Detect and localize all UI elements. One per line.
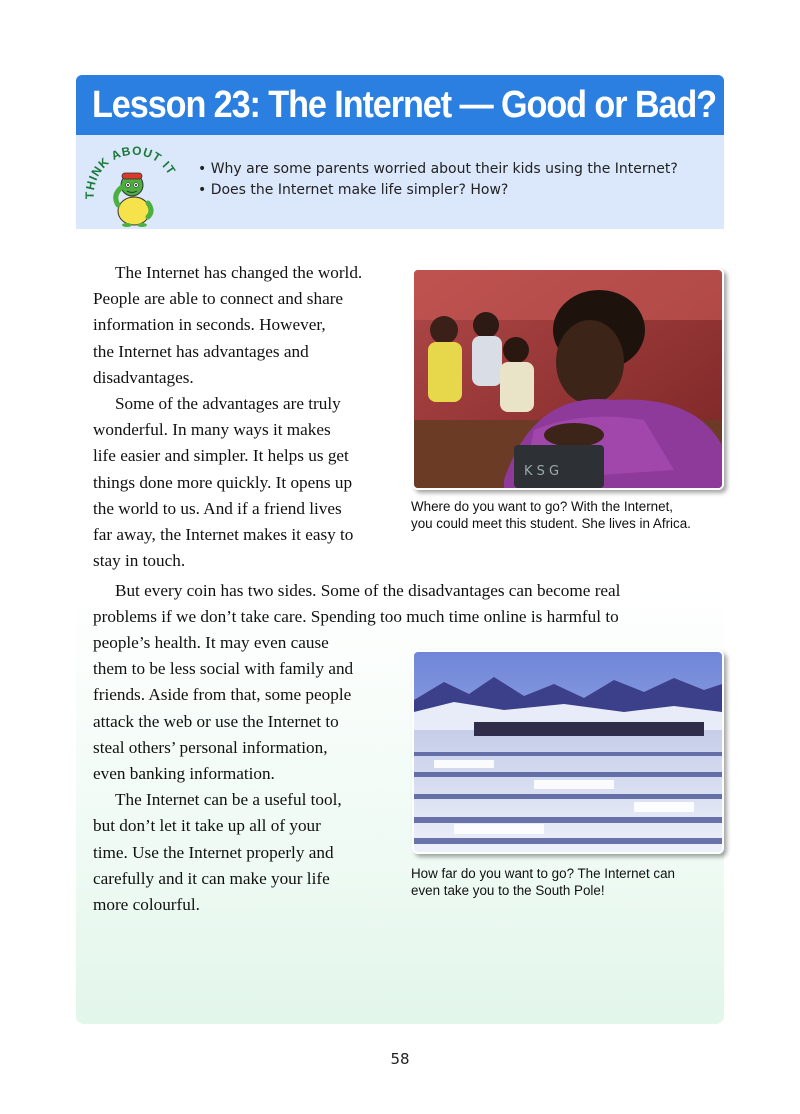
photo-south-pole (412, 650, 724, 854)
badge-text: THINK ABOUT IT (82, 143, 179, 200)
paragraph-1: The Internet has changed the world. People are able to connect and share information in seconds. However, the Internet has advantages and disadvantages. (93, 263, 363, 387)
svg-text:K S G: K S G (524, 464, 560, 479)
paragraph-3: people’s health. It may even cause them to be less social with family and friends. Aside from that, some people attack the web or use the Internet to steal others’ personal information, even banking information. (93, 633, 354, 784)
photo-1-caption: Where do you want to go? With the Internet, you could meet this student. She lives in Africa. (411, 499, 691, 531)
think-about-it-box (76, 135, 724, 229)
photo-2-caption: How far do you want to go? The Internet can even take you to the South Pole! (411, 866, 676, 898)
page-number: 58 (390, 1050, 410, 1068)
lesson-title: Lesson 23: The Internet — Good or Bad? (92, 84, 717, 126)
turtle-mascot-icon (116, 173, 151, 227)
paragraph-2: Some of the advantages are truly wonderful. In many ways it makes life easier and simpler. It helps us get things done more quickly. It opens up the world to us. And if a friend lives far away, the Internet makes it easy to stay in touch. (93, 394, 354, 571)
paragraph-4: The Internet can be a useful tool, but don’t let it take up all of your time. Use the Internet properly and carefully and it can make your life more colourful. (93, 790, 342, 915)
paragraph-3-wide: But every coin has two sides. Some of the disadvantages can become real problems if we don’t take care. Spending too much time online is harmful to (93, 581, 621, 627)
body-column-top (93, 260, 393, 574)
lesson-title-bar (76, 75, 724, 135)
question-1: • Why are some parents worried about their kids using the Internet? (198, 161, 678, 177)
think-about-it-badge (82, 141, 182, 227)
think-about-it-questions (198, 159, 678, 201)
body-column-bottom (93, 630, 393, 918)
student-photo-image (414, 270, 722, 488)
question-2: • Does the Internet make life simpler? How? (198, 182, 509, 198)
south-pole-photo-image (414, 652, 722, 852)
photo-african-student (412, 268, 724, 490)
